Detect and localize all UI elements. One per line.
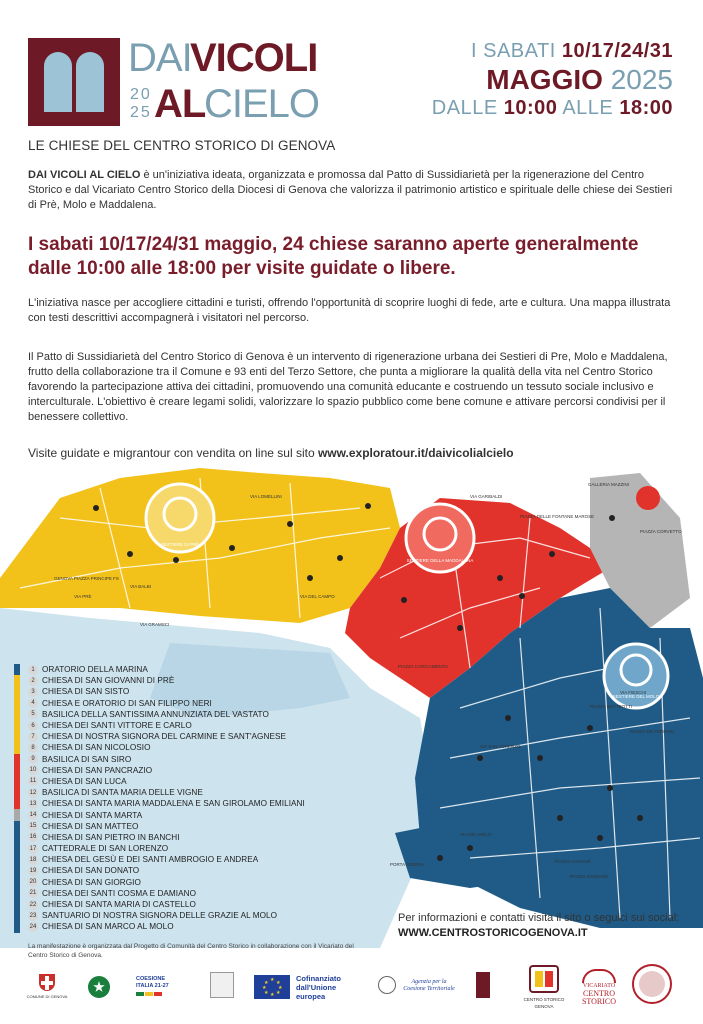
street-label: VIA BALBI <box>130 584 152 589</box>
event-dates <box>432 40 673 120</box>
legend-color-bar <box>14 742 20 753</box>
legend-color-bar <box>14 877 20 888</box>
logo-comune <box>26 974 68 1000</box>
logo-coesione-label: COESIONE ITALIA 21-27 <box>136 976 169 989</box>
legend-church-name: CHIESA DI SAN GIOVANNI DI PRÈ <box>42 676 175 686</box>
footnote: La manifestazione è organizzata dal Progetto di Comunità del Centro Storico in collaborazione con il Vicariato del Centro Storico di Genova. <box>28 943 354 959</box>
street-label: VIA DEL MOLO <box>460 832 492 837</box>
logo-centro-storico-label: CENTRO STORICO GENOVA <box>523 996 565 1009</box>
street-label: PIAZZA MATTEOTTI <box>590 704 632 709</box>
legend-church-name: CHIESA DI SAN DONATO <box>42 866 140 876</box>
legend-item <box>14 821 314 832</box>
legend-church-name: CHIESA DEI SANTI COSMA E DAMIANO <box>42 888 197 898</box>
headline: I sabati 10/17/24/31 maggio, 24 chiese saranno aperte generalmente dalle 10:00 alle 18:00 per visite guidate o libere. <box>28 234 639 279</box>
title-al: AL <box>154 82 206 126</box>
legend-color-bar <box>14 664 20 675</box>
legend-item <box>14 686 314 697</box>
legend-item <box>14 787 314 798</box>
badge-pre <box>146 484 214 552</box>
street-label: PIAZZA CARICAMENTO <box>398 664 448 669</box>
legend-color-bar <box>14 821 20 832</box>
hours-start: 10:00 <box>503 97 558 119</box>
legend-color-bar <box>14 921 20 932</box>
title-year-top: 20 <box>130 86 152 103</box>
hours-from: DALLE <box>431 97 498 119</box>
legend-church-name: CHIESA DI SAN MARCO AL MOLO <box>42 922 174 932</box>
legend-item <box>14 888 314 899</box>
legend-church-name: CHIESA DI SANTA MARIA MADDALENA E SAN GIROLAMO EMILIANI <box>42 799 305 809</box>
legend-item <box>14 899 314 910</box>
legend-item <box>14 731 314 742</box>
legend-number: 18 <box>29 856 37 863</box>
badge-maddalena <box>406 504 474 572</box>
legend-number: 5 <box>28 709 38 719</box>
landmark-marker <box>636 486 660 510</box>
month-line <box>432 63 673 97</box>
logo-vicariato-2: CENTRO <box>583 988 615 998</box>
legend-church-name: CHIESA DI SANTA MARTA <box>42 810 143 820</box>
logo-centro-storico <box>522 960 566 1014</box>
intro-lead: DAI VICOLI AL CIELO <box>28 169 141 181</box>
logo-agenzia-label: Agenzia per la Coesione Territoriale <box>403 979 455 992</box>
legend-number: 1 <box>28 665 38 675</box>
legend-number: 4 <box>28 698 38 708</box>
legend-church-name: CHIESA DI SAN NICOLOSIO <box>42 743 151 753</box>
hours-line <box>432 97 673 120</box>
intro-text: è un'iniziativa ideata, organizzata e promossa dal Patto di Sussidiarietà per la rigenerazione del Centro Storico e dal Vicariato Centro Storico della Diocesi di Genova che valorizza il patrimonio artistico e spirituale delle chiese dei Sestieri di Prè, Molo e Maddalena. <box>28 169 673 211</box>
legend-church-name: BASILICA DI SAN SIRO <box>42 754 132 764</box>
street-label: VIA FIESCHI <box>620 690 647 695</box>
legend-church-name: BASILICA DI SANTA MARIA DELLE VIGNE <box>42 788 203 798</box>
legend-item <box>14 843 314 854</box>
legend-color-bar <box>14 832 20 843</box>
hours-to: ALLE <box>562 97 614 119</box>
legend-item <box>14 709 314 720</box>
street-label: VIA LOMELLINI <box>250 494 282 499</box>
legend-item <box>14 675 314 686</box>
diocese-seal-icon <box>632 964 672 1004</box>
legend-number: 20 <box>29 879 37 886</box>
dates-days: 10/17/24/31 <box>561 40 673 62</box>
legend-number: 8 <box>28 743 38 753</box>
legend-number: 23 <box>29 912 37 919</box>
legend-item <box>14 776 314 787</box>
contact-url-link[interactable]: WWW.CENTROSTORICOGENOVA.IT <box>398 927 588 939</box>
legend-color-bar <box>14 765 20 776</box>
street-label: VIA PRÈ <box>74 594 92 599</box>
logo-vicariato <box>576 964 622 1010</box>
legend-item <box>14 720 314 731</box>
title-vicoli: VICOLI <box>190 36 318 80</box>
legend-church-name: CHIESA DEL GESÙ E DEI SANTI AMBROGIO E ANDREA <box>42 855 259 865</box>
legend-item <box>14 754 314 765</box>
legend-color-bar <box>14 798 20 809</box>
legend-item <box>14 877 314 888</box>
republic-emblem-icon <box>88 976 110 998</box>
legend-color-bar <box>14 731 20 742</box>
logo-comune-label: COMUNE DI GENOVA <box>26 994 68 999</box>
legend-number: 22 <box>29 901 37 908</box>
legend-color-bar <box>14 843 20 854</box>
eu-flag-icon: ★ ★ ★ ★ ★ ★ ★ ★ <box>254 975 290 999</box>
pillar-shape <box>72 52 76 112</box>
legend-color-bar <box>14 776 20 787</box>
legend-item <box>14 921 314 932</box>
event-title <box>128 36 320 128</box>
legend-number: 12 <box>29 789 37 796</box>
street-label: GALLERIA MAZZINI <box>588 482 630 487</box>
legend-number: 21 <box>29 890 37 897</box>
tower-icon <box>476 972 490 998</box>
legend-church-name: CATTEDRALE DI SAN LORENZO <box>42 844 169 854</box>
logo-eu <box>254 974 364 1000</box>
street-label: PIAZZA CORVETTO <box>640 529 682 534</box>
title-year-bottom: 25 <box>130 104 152 121</box>
legend-church-name: CHIESA DI SAN PIETRO IN BANCHI <box>42 832 180 842</box>
legend-item <box>14 798 314 809</box>
intro-paragraph <box>28 168 676 213</box>
arch-right-shape <box>76 52 104 112</box>
legend-color-bar <box>14 675 20 686</box>
street-label: VIA SAN LORENZO <box>480 744 521 749</box>
legend-color-bar <box>14 686 20 697</box>
centro-storico-icon <box>529 965 559 993</box>
title-cielo: CIELO <box>204 82 320 126</box>
legend-church-name: CHIESA DEI SANTI VITTORE E CARLO <box>42 721 192 731</box>
logo-vicariato-1: VICARIATO <box>582 982 616 989</box>
legend-number: 15 <box>29 823 37 830</box>
contact-text: Per informazioni e contatti visita il sito o seguici sui social: <box>398 912 680 924</box>
legend-number: 14 <box>29 812 37 819</box>
legend-church-name: CHIESA DI SANTA MARIA DI CASTELLO <box>42 900 196 910</box>
visite-link[interactable]: www.exploratour.it/daivicolialcielo <box>317 446 514 460</box>
street-label: GENOVA PIAZZA PRINCIPE FS <box>54 576 119 581</box>
legend-number: 19 <box>29 867 37 874</box>
legend-church-name: CHIESA E ORATORIO DI SAN FILIPPO NERI <box>42 698 212 708</box>
legend-item <box>14 698 314 709</box>
legend-number: 11 <box>29 778 37 785</box>
legend-color-bar <box>14 787 20 798</box>
legend-number: 13 <box>29 800 37 807</box>
logo-eu-label: Cofinanziato dall'Unione europea <box>296 973 341 1001</box>
dates-month: MAGGIO <box>486 64 603 95</box>
legend-number: 10 <box>29 767 37 774</box>
title-dai: DAI <box>128 36 192 80</box>
emblem-icon <box>378 976 396 994</box>
dates-line <box>432 40 673 63</box>
legend-church-name: BASILICA DELLA SANTISSIMA ANNUNZIATA DEL VASTATO <box>42 709 269 719</box>
legend-church-name: SANTUARIO DI NOSTRA SIGNORA DELLE GRAZIE AL MOLO <box>42 911 278 921</box>
legend-color-bar <box>14 709 20 720</box>
legend-item <box>14 809 314 820</box>
street-label: VIA GRAMSCI <box>140 622 170 627</box>
legend-church-name: ORATORIO DELLA MARINA <box>42 665 148 675</box>
street-label: PORTA SIBERIA <box>390 862 424 867</box>
legend-color-bar <box>14 754 20 765</box>
event-logo <box>28 38 120 126</box>
street-label: PIAZZA DELLE FONTANE MAROSE <box>520 514 595 519</box>
logo-vicariato-3: STORICO <box>581 996 617 1006</box>
legend-color-bar <box>14 720 20 731</box>
regione-logo-icon <box>210 972 234 998</box>
legend-number: 16 <box>29 834 37 841</box>
hours-end: 18:00 <box>619 97 673 119</box>
street-label: PIAZZA CAVOUR <box>555 859 591 864</box>
legend-number: 7 <box>28 732 38 742</box>
legend-item <box>14 854 314 865</box>
legend-color-bar <box>14 698 20 709</box>
legend-color-bar <box>14 865 20 876</box>
legend-color-bar <box>14 910 20 921</box>
legend-church-name: CHIESA DI SAN GIORGIO <box>42 877 141 887</box>
legend-number: 3 <box>28 687 38 697</box>
street-label: PIAZZA SARZANO <box>570 874 609 879</box>
legend-color-bar <box>14 809 20 820</box>
logo-coesione <box>136 974 180 998</box>
paragraph-patto: Il Patto di Sussidiarietà del Centro Storico di Genova è un intervento di rigenerazione urbana dei Sestieri di Pre, Molo e Maddalena, frutto della collaborazione tra il Comune e 93 enti del Terzo Settore, che punta a migliorare la qualità della vita nel Centro Storico favorendo la partecipazione attiva dei cittadini, promuovendo una comunità educante e costruendo un tessuto sociale inclusivo e interculturale. L'obiettivo è creare legami solidi, valorizzare lo spazio pubblico come bene comune e attivare percorsi condivisi per il benessere collettivo. <box>28 351 668 423</box>
legend-item <box>14 664 314 675</box>
street-label: VIA DEL CAMPO <box>300 594 335 599</box>
legend-church-name: CHIESA DI SAN LUCA <box>42 776 127 786</box>
street-label: PIAZZA DE FERRARI <box>630 729 675 734</box>
shield-icon <box>39 974 55 991</box>
street-label: VIA GARIBALDI <box>470 494 503 499</box>
legend-item <box>14 832 314 843</box>
legend-color-bar <box>14 899 20 910</box>
dates-year: 2025 <box>610 64 673 95</box>
dates-prefix: I SABATI <box>471 40 556 62</box>
visite-text: Visite guidate e migrantour con vendita on line sul sito <box>28 446 318 460</box>
legend-church-name: CHIESA DI SAN PANCRAZIO <box>42 765 153 775</box>
legend-item <box>14 765 314 776</box>
legend-item <box>14 865 314 876</box>
arch-icon <box>582 969 616 983</box>
legend-item <box>14 910 314 921</box>
legend-number: 24 <box>29 923 37 930</box>
badge-maddalena-label: SESTIERE DELLA MADDALENA <box>406 558 474 563</box>
event-subtitle: LE CHIESE DEL CENTRO STORICO DI GENOVA <box>28 138 336 153</box>
footer-logos <box>0 960 703 1020</box>
badge-molo-label: SESTIERE DEL MOLO <box>612 694 660 699</box>
legend-number: 2 <box>28 676 38 686</box>
legend-item <box>14 742 314 753</box>
badge-pre-label: SESTIERE DI PRÈ <box>160 542 200 547</box>
legend-church-name: CHIESA DI NOSTRA SIGNORA DEL CARMINE E SANT'AGNESE <box>42 732 286 742</box>
badge-molo <box>604 644 668 708</box>
legend-number: 17 <box>29 845 37 852</box>
legend-number: 6 <box>28 721 38 731</box>
legend-number: 9 <box>28 754 38 764</box>
legend-church-name: CHIESA DI SAN MATTEO <box>42 821 139 831</box>
logo-agenzia <box>400 976 458 996</box>
arch-left-shape <box>44 52 72 112</box>
churches-legend <box>14 664 314 933</box>
legend-color-bar <box>14 854 20 865</box>
legend-church-name: CHIESA DI SAN SISTO <box>42 687 130 697</box>
paragraph-initiative: L'iniziativa nasce per accogliere cittadini e turisti, offrendo l'opportunità di scoprire luoghi di fede, arte e cultura. Una mappa illustrata con testi descrittivi accompagnerà i visitatori nel percorso. <box>28 297 671 324</box>
legend-color-bar <box>14 888 20 899</box>
